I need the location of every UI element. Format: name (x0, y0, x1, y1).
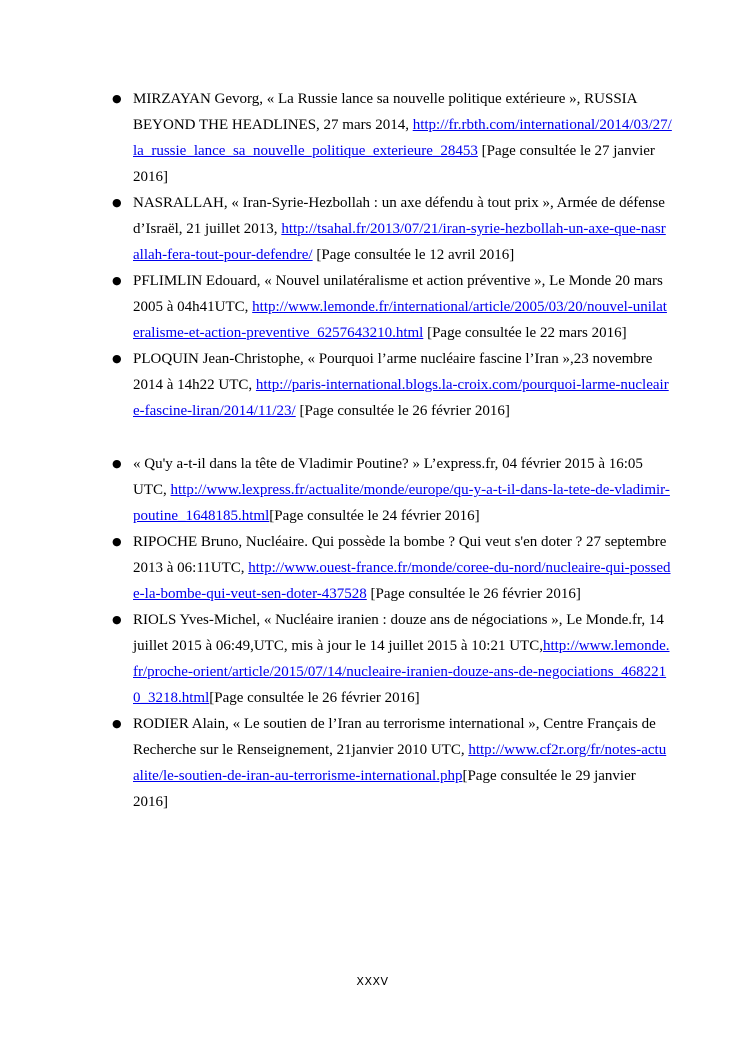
bullet-icon: ● (112, 717, 122, 730)
consulted-date: [Page consultée le 24 février 2016] (269, 508, 480, 524)
consulted-date: [Page consultée le 22 mars 2016] (423, 325, 627, 341)
reference-item (112, 190, 672, 268)
consulted-date: [Page consultée le 26 février 2016] (366, 586, 581, 602)
reference-text: NASRALLAH, « Iran-Syrie-Hezbollah : un axe défendu à tout prix », Armée de défense d’Israël, 21 juillet 2013, (133, 195, 665, 237)
bullet-icon: ● (112, 613, 122, 626)
reference-text: RODIER Alain, « Le soutien de l’Iran au terrorisme international », Centre Français de Recherche sur le Renseignement, 21janvier 2010 UTC, (133, 716, 656, 758)
reference-link[interactable]: http://www.ouest-france.fr/monde/coree-du-nord/nucleaire-qui-possede-la-bombe-qui-veut-sen-doter-437528 (133, 560, 671, 602)
reference-item (112, 86, 672, 190)
reference-link[interactable]: http://www.lexpress.fr/actualite/monde/europe/qu-y-a-t-il-dans-la-tete-de-vladimir-poutine_1648185.html (133, 482, 670, 524)
consulted-date: [Page consultée le 29 janvier 2016] (133, 768, 636, 810)
reference-text: RIOLS Yves-Michel, « Nucléaire iranien : douze ans de négociations », Le Monde.fr, 14 juillet 2015 à 06:49,UTC, mis à jour le 14 juillet 2015 à 10:21 UTC, (133, 612, 664, 654)
reference-link[interactable]: http://paris-international.blogs.la-croix.com/pourquoi-larme-nucleaire-fascine-liran/2014/11/23/ (133, 377, 669, 419)
reference-item (112, 451, 672, 529)
reference-list (112, 86, 672, 815)
reference-link[interactable]: http://www.cf2r.org/fr/notes-actualite/le-soutien-de-iran-au-terrorisme-international.php (133, 742, 667, 784)
reference-item (112, 711, 672, 815)
bullet-icon: ● (112, 274, 122, 287)
reference-item (112, 268, 672, 346)
reference-link[interactable]: http://fr.rbth.com/international/2014/03/27/la_russie_lance_sa_nouvelle_politique_exterieure_28453 (133, 117, 672, 159)
bullet-icon: ● (112, 457, 122, 470)
reference-text: RIPOCHE Bruno, Nucléaire. Qui possède la bombe ? Qui veut s'en doter ? 27 septembre 2013 à 06:11UTC, (133, 534, 667, 576)
bullet-icon: ● (112, 92, 122, 105)
consulted-date: [Page consultée le 27 janvier 2016] (133, 143, 655, 185)
reference-item (112, 346, 672, 424)
reference-item (112, 607, 672, 711)
reference-text: « Qu'y a-t-il dans la tête de Vladimir Poutine? » L’express.fr, 04 février 2015 à 16:05 UTC, (133, 456, 643, 498)
reference-link[interactable]: http://tsahal.fr/2013/07/21/iran-syrie-hezbollah-un-axe-que-nasrallah-fera-tout-pour-defendre/ (133, 221, 666, 263)
consulted-date: [Page consultée le 12 avril 2016] (312, 247, 515, 263)
bullet-icon: ● (112, 535, 122, 548)
reference-item (112, 529, 672, 607)
consulted-date: [Page consultée le 26 février 2016] (209, 690, 420, 706)
reference-link[interactable]: http://www.lemonde.fr/proche-orient/article/2015/07/14/nucleaire-iranien-douze-ans-de-negociations_4682210_3218.html (133, 638, 670, 706)
bullet-icon: ● (112, 352, 122, 365)
consulted-date: [Page consultée le 26 février 2016] (295, 403, 510, 419)
reference-text: PFLIMLIN Edouard, « Nouvel unilatéralisme et action préventive », Le Monde 20 mars 2005 à 04h41UTC, (133, 273, 663, 315)
page-number: XXXV (356, 975, 389, 988)
reference-link[interactable]: http://www.lemonde.fr/international/article/2005/03/20/nouvel-unilateralisme-et-action-preventive_6257643210.html (133, 299, 667, 341)
bullet-icon: ● (112, 196, 122, 209)
reference-text: PLOQUIN Jean-Christophe, « Pourquoi l’arme nucléaire fascine l’Iran »,23 novembre 2014 à 14h22 UTC, (133, 351, 653, 393)
reference-text: MIRZAYAN Gevorg, « La Russie lance sa nouvelle politique extérieure », RUSSIA BEYOND THE HEADLINES, 27 mars 2014, (133, 91, 637, 133)
